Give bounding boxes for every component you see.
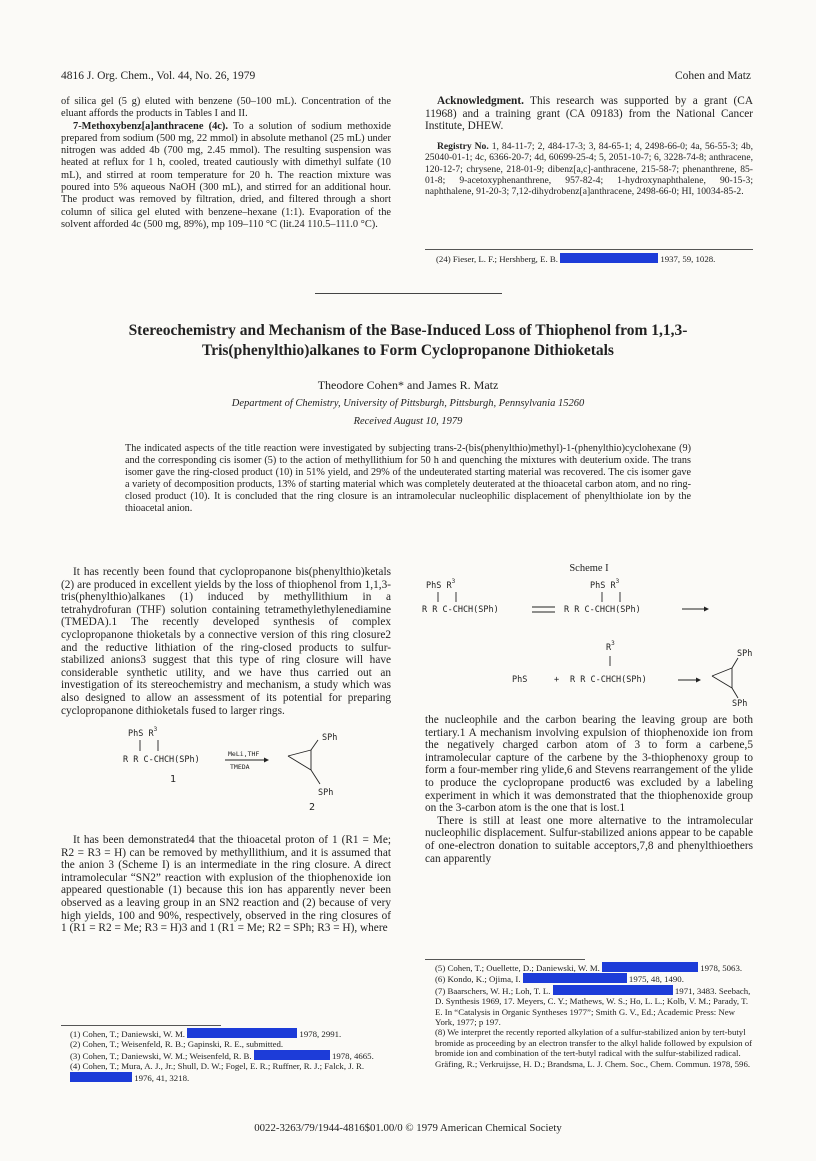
left-column-text [61,834,391,935]
footnote-6: (6) Kondo, K.; Ojima, I. 1975, 48, 1490. [435,974,684,985]
footnote-24-text: (24) Fieser, L. F.; Hershberg, E. B. [436,254,558,264]
redaction-box [560,253,658,263]
article-separator [315,293,502,294]
received-date: Received August 10, 1979 [353,416,463,427]
article-authors: Theodore Cohen* and James R. Matz [317,378,499,392]
product-ring-4 [732,658,738,668]
redaction-box [523,973,627,983]
footnote-24 [436,253,756,264]
scheme-compound-1-to-2 [118,722,378,818]
footnote-24-tail: 1937, 59, 1028. [660,254,716,264]
product-ring-2 [712,676,732,688]
registry-text: 1, 84-11-7; 2, 484-17-3; 3, 84-65-1; 4, 2498-66-0; 4a, 56-55-3; 4b, 25040-01-1; 4c, 6366-20-7; 4d, 60699-25-4; 5, 2051-10-7; 6, 3228-74-8; anthracene, 120-12-7; chrysene, 218-01-9; dibenz[a,c]-anthracene, 215-58-7; phenanthrene, 85-01-8; 9-acetoxyphenanthrene, 957-82-4; 1-hydroxynaphthalene, 90-15-3; naphthalene, 91-20-3; 7,12-dihydrobenz[a]anthracene, 2498-66-0; HI, 10034-85-2. [425,140,754,198]
article-affiliation: Department of Chemistry, University of Pittsburgh, Pittsburgh, Pennsylvania 15260 [231,398,585,409]
prev-article-right [425,95,753,207]
scheme-i-arrowhead-2 [696,678,701,683]
scheme-arrow-bottom: TMEDA [230,763,250,771]
acknowledgment [425,95,753,133]
scheme-title: Scheme I [569,563,609,574]
scheme-compound-1-formula: R R C-CHCH(SPh) [123,755,200,765]
footnote-2: (2) Cohen, T.; Weisenfeld, R. B.; Gapinski, R. E., submitted. [70,1039,284,1050]
right-paragraph-1: the nucleophile and the carbon bearing the leaving group are both tertiary.1 A mechanism involving expulsion of thiophenoxide ion from the negatively charged carbon atom of 3 to form a carbene,5 intramolecular capture of the carbene by the 3-thiophenoxy group to form a four-member ring ylide,6 and Stevens rearrangement of the ylide to produce the cyclopropane product6 was excluded by a labeling experiment in which it was demonstrated that the thiophenoxide group on the 3-carbon atom is the one that is lost.1 [425,714,753,815]
ring-bond-2 [288,756,311,770]
journal-citation: 4816 J. Org. Chem., Vol. 44, No. 26, 1979 [61,70,256,82]
footnote-8: (8) We interpret the recently reported alkylation of a sulfur-stabilized anion by tert-butyl bromide as proceeding by an electron transfer to the alkyl halide followed by expulsion of bromide ion and combination of the tert-butyl radical with the sulfur-stabilized radical. Gräfing, R.; Verkruijsse, H. D.; Brandsma, L. J. Chem. Soc., Chem. Commun. 1978, 596. [435,1027,753,1069]
running-authors: Cohen and Matz [674,70,751,82]
scheme-i-product-sph-top: SPh [737,649,753,659]
footnote-4: (4) Cohen, T.; Mura, A. J., Jr.; Shull, D. W.; Fogel, E. R.; Ruffner, R. J.; Falck, J. R. 1976, 41, 3218. [70,1061,365,1083]
scheme-i-phs-minus: PhS [512,675,528,685]
acknowledgment-text: This research was supported by a grant (CA 11968) and a training grant (CA 09183) from the National Cancer Institute, DHEW. [425,95,753,133]
right-footnotes [435,962,755,1069]
right-footnote-rule [425,959,585,960]
left-footnote-rule [61,1025,221,1026]
redaction-box [254,1050,330,1060]
prev-paragraph-1: of silica gel (5 g) eluted with benzene (50–100 mL). Concentration of the eluant affords the products in Tables I and II. [61,96,391,120]
product-ring-1 [712,668,732,676]
redaction-box [70,1072,132,1082]
prev-paragraph-2 [61,121,391,232]
right-paragraph-2: There is still at least one more alternative to the intramolecular nucleophilic displacement. Sulfur-stabilized anions appear to be capable of one-electron donation to suitable acceptors,7,8 and phenylthioethers can apparently [425,814,753,865]
footnote-5: (5) Cohen, T.; Ouellette, D.; Daniewski, W. M. 1978, 5063. [435,963,743,973]
prev-paragraph-2-text: To a solution of sodium methoxide prepared from sodium (500 mg, 22 mmol) in absolute methanol (25 mL) under nitrogen was added 4b (700 mg, 2.45 mmol). The resulting suspension was heated at reflux for 1 h, cooled, treated cautiously with dimethyl sulfate (10 mL), and stirred at room temperature for 20 h. The reaction mixture was poured into 5% aqueous NaOH (300 mL), and stirred for an additional hour. The product was removed by filtration, dried, and filtered through a short column of silica gel eluted with benzene–hexane (1:1). Evaporation of the solvent afforded 4c (500 mg, 89%), mp 109–110 °C (lit.24 110.5–111.0 °C). [61,120,391,230]
scheme-i-arrowhead [704,607,709,612]
scheme-1-diagram [420,576,760,706]
scheme-phs-r3: PhS $R^3$ [128,726,158,739]
registry-numbers [425,141,753,198]
scheme-i-anion-left: R R C-CHCH(SPh) [422,605,499,615]
copyright-footer: 0022-3263/79/1944-4816$01.00/0 © 1979 American Chemical Society [254,1122,562,1134]
redaction-box [602,962,698,972]
left-column-intro [61,566,391,717]
intro-paragraph-1: It has recently been found that cyclopropanone bis(phenylthio)ketals (2) are produced in excellent yields by the loss of thiophenol from 1,1,3-tris(phenylthio)alkanes (1) induced by methyllithium in a tetrahydrofuran (THF) solution containing tetramethylethylenediamine (TMEDA).1 The recently developed synthesis of complex cyclopropanone thioketals by a connective version of this ring closure2 and the reductive lithiation of the ring-closed products to sulfur-stabilized anions3 suggest that this type of ring closure will have considerable synthetic utility, and we have thus carried out an investigation of its stereochemistry and mechanism, a study which was also designed to allow an assessment of its potential for preparing cyclopropanone dithioketals fused to larger rings. [61,566,391,717]
acknowledgment-heading: Acknowledgment. [437,95,524,107]
footnote-1: (1) Cohen, T.; Daniewski, W. M. 1978, 2991. [70,1029,342,1039]
prev-paragraph-2-heading: 7-Methoxybenz[a]anthracene (4c). [73,120,228,132]
scheme-label-2: 2 [309,802,316,813]
ring-bond-5 [311,770,320,784]
prev-article-left [61,96,391,231]
scheme-i-phs-r3-right: PhS $R^3$ [590,578,620,591]
footnote-3: (3) Cohen, T.; Daniewski, W. M.; Weisenfeld, R. B. 1978, 4665. [70,1050,374,1061]
scheme-i-plus: + [554,675,560,685]
redaction-box [187,1028,297,1038]
footnote-rule [425,249,753,250]
running-header [61,70,751,88]
intro-paragraph-2: It has been demonstrated4 that the thioacetal proton of 1 (R1 = Me; R2 = R3 = H) can be removed by methyllithium, and it is assumed that the anion 3 (Scheme I) is an intermediate in the ring closure. A direct intramolecular “SN2” reaction with explusion of the thiophenoxide ion appeared questionable (1) because this ion has apparently never been observed as a leaving group in an SN2 reaction and (2) because of very high yields, 100 and 90%, respectively, observed in the ring closures of 1 (R1 = R2 = Me; R3 = H)3 and 1 (R1 = Me; R2 = SPh; R3 = H), where [61,834,391,935]
registry-heading: Registry No. [437,140,489,152]
article-title: Stereochemistry and Mechanism of the Base-Induced Loss of Thiophenol from 1,1,3-Tris(phenylthio)alkanes to Form Cyclopropanone Dithioketals [128,322,688,359]
scheme-i-ylide: R R C-CHCH(SPh) [564,605,641,615]
scheme-i-phs-r3-left: PhS $R^3$ [426,578,456,591]
scheme-arrowhead [264,758,269,763]
scheme-label-1: 1 [170,774,177,785]
ring-bond-4 [311,740,318,750]
footnote-7: (7) Baarschers, W. H.; Loh, T. L. 1971, 3483. Seebach, D. Synthesis 1969, 17. Meyers, C. Y.; Mathews, W. S.; Ho, L. L.; Kolb, V. M.; Parady, T. E. In “Catalysis in Organic Syntheses 1977”; Smith G. V., Ed.; Academic Press: New York, 1977; p 197. [435,985,751,1028]
scheme-i-product-sph-bottom: SPh [732,699,748,706]
scheme-i-r3: $R^3$ [606,640,615,653]
left-footnotes [70,1028,392,1083]
abstract: The indicated aspects of the title reaction were investigated by subjecting trans-2-(bis(phenylthio)methyl)-1-(phenylthio)cyclohexane (9) and the corresponding cis isomer (5) to the action of methyllithium for 50 h and quenching the mixtures with deuterium oxide. The trans isomer gave the ring-closed product (10) in 51% yield, and 29% of the undeuterated starting material was recovered. The cis isomer gave a variety of decomposition products, 13% of starting material which was completely deuterated at the thioacetal carbon atom, and no ring-closed product (10). It is concluded that the ring closure is an intramolecular nucleophilic displacement of phenylthiolate ion by the thioacetal anion. [125,443,691,514]
right-column-text [425,714,753,865]
scheme-arrow-top: MeLi,THF [228,750,260,758]
scheme-sph-top: SPh [322,733,338,743]
scheme-i-intermediate: R R C-CHCH(SPh) [570,675,647,685]
redaction-box [553,985,673,995]
scheme-sph-bottom: SPh [318,788,334,798]
ring-bond-1 [288,750,311,756]
product-ring-5 [732,688,738,698]
